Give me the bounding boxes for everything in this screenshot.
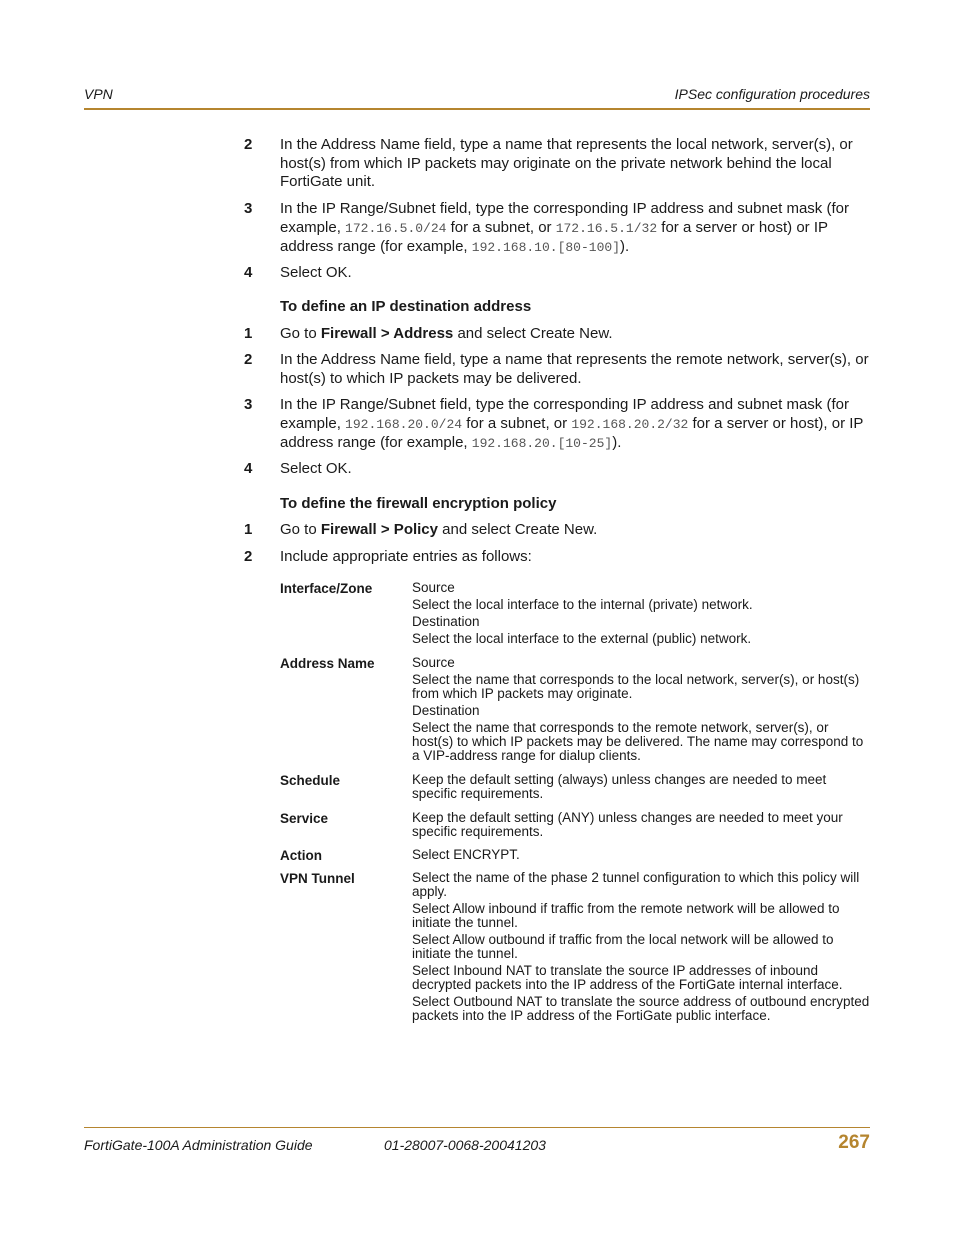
table-line: Select Allow outbound if traffic from the local network will be allowed to initiate the tunnel. — [412, 932, 834, 961]
step-text-part: for a subnet, or — [446, 218, 556, 236]
table-line: Select the local interface to the external (public) network. — [412, 631, 752, 646]
step-text-part: and select Create New. — [438, 521, 598, 538]
footer-document-number: 01-28007-0068-20041203 — [384, 1137, 546, 1153]
table-row-description — [412, 848, 872, 865]
menu-path: Firewall > Policy — [320, 521, 438, 538]
table-row-description — [412, 581, 872, 649]
header-chapter-title: IPSec configuration procedures — [674, 86, 870, 102]
step-item — [244, 351, 874, 388]
table-line: Select Inbound NAT to translate the source IP addresses of inbound decrypted packets into the IP address of the FortiGate internal interface. — [412, 963, 843, 992]
header-rule — [84, 108, 870, 110]
step-text — [280, 521, 874, 540]
step-number: 2 — [244, 548, 253, 565]
step-number: 3 — [244, 396, 253, 413]
step-text: In the Address Name field, type a name that represents the remote network, server(s), or host(s) to which IP packets may be delivered. — [280, 351, 869, 387]
step-item — [244, 136, 874, 192]
step-number: 2 — [244, 351, 253, 368]
page-number: 267 — [838, 1132, 870, 1153]
code-sample: 172.16.5.1/32 — [555, 220, 658, 236]
step-text-part: ). — [620, 238, 630, 255]
table-row-label: VPN Tunnel — [280, 871, 355, 886]
table-row-label: Interface/Zone — [280, 581, 373, 596]
step-number: 1 — [244, 325, 253, 342]
step-text-part: Go to — [280, 325, 321, 342]
step-number: 2 — [244, 136, 253, 153]
step-number: 4 — [244, 460, 253, 477]
step-text: Include appropriate entries as follows: — [280, 548, 532, 565]
code-sample: 192.168.10.[80-100] — [471, 240, 620, 255]
table-line: Keep the default setting (ANY) unless changes are needed to meet your specific requirements. — [412, 810, 843, 839]
table-line: Select the local interface to the internal (private) network. — [412, 597, 753, 612]
step-text-part: and select Create New. — [453, 325, 613, 342]
step-text — [280, 325, 874, 344]
footer-guide-title: FortiGate-100A Administration Guide — [84, 1137, 313, 1153]
step-text-part: In the IP Range/Subnet field, type the corresponding IP address and subnet mask (for example, — [280, 200, 849, 236]
table-row-label: Schedule — [280, 773, 341, 788]
table-line: Select ENCRYPT. — [412, 847, 520, 862]
table-line: Select Outbound NAT to translate the source address of outbound encrypted packets into the IP address of the FortiGate public interface. — [412, 994, 870, 1023]
table-line: Keep the default setting (always) unless changes are needed to meet specific requirements. — [412, 772, 827, 801]
table-row-description — [412, 811, 872, 842]
step-text: Select OK. — [280, 460, 352, 477]
table-line: Destination — [412, 703, 480, 718]
table-row-label: Address Name — [280, 656, 375, 671]
code-sample: 192.168.20.2/32 — [571, 416, 689, 432]
table-line: Source — [412, 580, 455, 595]
table-row-label: Action — [280, 848, 322, 863]
step-item — [244, 460, 874, 479]
step-item — [244, 548, 874, 567]
procedure-heading: To define an IP destination address — [280, 298, 532, 315]
footer-rule — [84, 1127, 870, 1128]
step-text: Select OK. — [280, 264, 352, 281]
step-item — [244, 521, 874, 540]
table-line: Select the name that corresponds to the local network, server(s), or host(s) from which IP packets may originate. — [412, 672, 860, 701]
code-sample: 192.168.20.[10-25] — [471, 436, 613, 451]
step-text-part: In the IP Range/Subnet field, type the corresponding IP address and subnet mask (for example, — [280, 396, 849, 432]
table-line: Source — [412, 655, 455, 670]
table-line: Destination — [412, 614, 480, 629]
menu-path: Firewall > Address — [320, 325, 454, 342]
step-item — [244, 325, 874, 344]
table-row-label: Service — [280, 811, 329, 826]
table-row-description — [412, 656, 872, 766]
step-item — [244, 200, 874, 258]
step-text-part: ). — [612, 434, 622, 451]
step-item — [244, 396, 874, 454]
step-item — [244, 264, 874, 283]
step-text: In the Address Name field, type a name that represents the local network, server(s), or host(s) from which IP packets may originate on the private network behind the local FortiGate unit. — [280, 136, 853, 190]
code-sample: 172.16.5.0/24 — [345, 220, 447, 236]
header-section-title: VPN — [84, 86, 113, 102]
step-text-part: for a server or host) or IP address range (for example, — [280, 218, 828, 255]
step-text-part: Go to — [280, 521, 321, 538]
step-number: 1 — [244, 521, 253, 538]
step-number: 3 — [244, 200, 253, 217]
step-text-part: for a server or host), or IP address range (for example, — [280, 414, 864, 451]
procedure-heading: To define the firewall encryption policy — [280, 495, 557, 512]
step-text — [280, 200, 874, 258]
step-text-part: for a subnet, or — [462, 414, 572, 432]
code-sample: 192.168.20.0/24 — [345, 416, 463, 432]
step-text — [280, 396, 874, 454]
table-line: Select the name that corresponds to the remote network, server(s), or host(s) to which IP packets may be delivered. The name may correspond to a VIP-address range for dialup clients. — [412, 720, 864, 763]
table-row-description — [412, 871, 872, 1026]
table-line: Select Allow inbound if traffic from the remote network will be allowed to initiate the tunnel. — [412, 901, 840, 930]
table-row-description — [412, 773, 872, 804]
table-line: Select the name of the phase 2 tunnel configuration to which this policy will apply. — [412, 870, 860, 899]
step-number: 4 — [244, 264, 253, 281]
